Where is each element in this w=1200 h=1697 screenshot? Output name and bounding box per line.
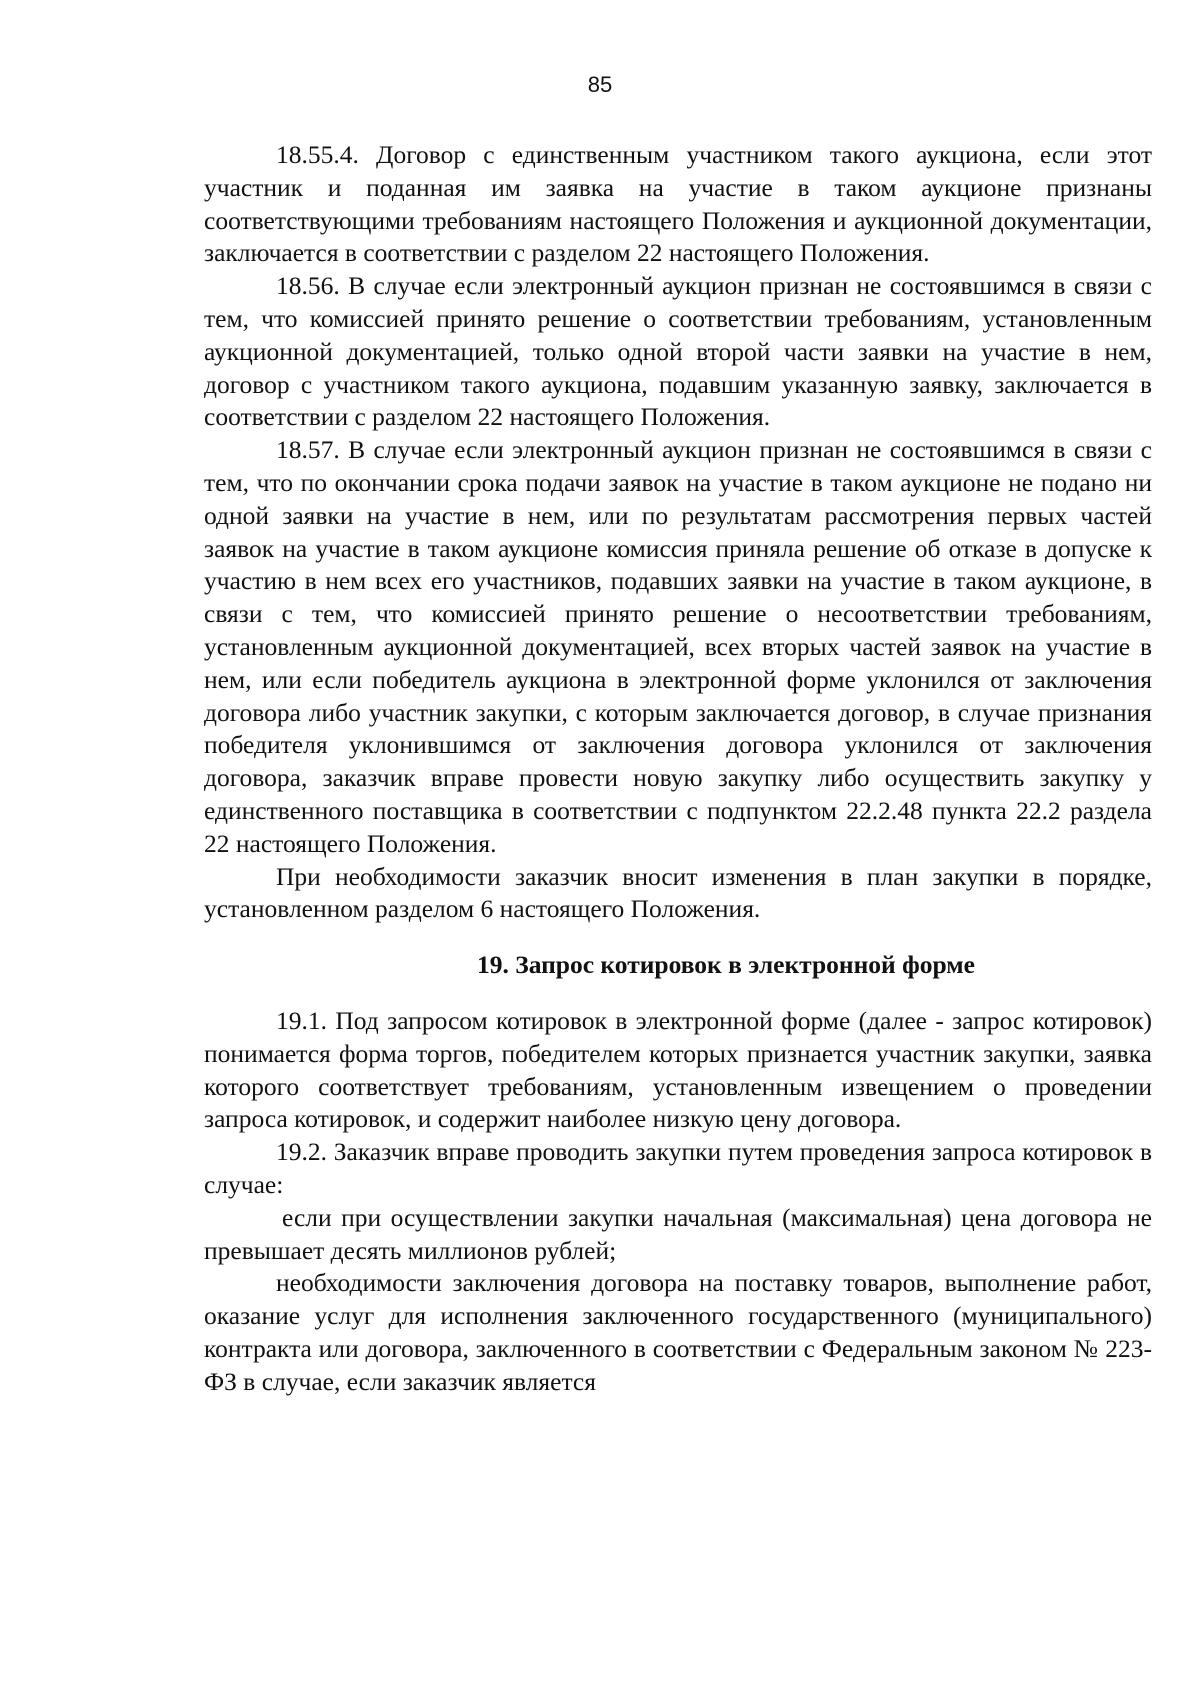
paragraph-19-1: 19.1. Под запросом котировок в электронной форме (далее - запрос котировок) понимается форма торгов, победителем которых признается участник закупки, заявка которого соответствует требованиям, установленным извещением о проведении запроса котировок, и содержит наиболее низкую цену договора. bbox=[204, 1005, 1152, 1134]
paragraph-contract-necessity: необходимости заключения договора на поставку товаров, выполнение работ, оказание услуг для исполнения заключенного государственного (муниципального) контракта или договора, заключенного в соответствии с Федеральным законом № 223-ФЗ в случае, если заказчик является bbox=[204, 1268, 1152, 1396]
paragraph-18-55-4: 18.55.4. Договор с единственным участником такого аукциона, если этот участник и поданная им заявка на участие в таком аукционе признаны соответствующими требованиям настоящего Положения и аукционной документации, заключается в соответствии с разделом 22 настоящего Положения. bbox=[204, 140, 1152, 268]
paragraph-18-56: 18.56. В случае если электронный аукцион признан не состоявшимся в связи с тем, что комиссией принято решение о соответствии требованиям, установленным аукционной документацией, только одной второй части заявки на участие в нем, договор с участником такого аукциона, подавшим указанную заявку, заключается в соответствии с разделом 22 настоящего Положения. bbox=[204, 271, 1152, 432]
paragraph-19-2: 19.2. Заказчик вправе проводить закупки путем проведения запроса котировок в случае: bbox=[204, 1137, 1152, 1199]
document-body bbox=[204, 139, 1152, 1398]
paragraph-plan-change: При необходимости заказчик вносит изменения в план закупки в порядке, установленном разделом 6 настоящего Положения. bbox=[204, 861, 1152, 924]
paragraph-price-limit: если при осуществлении закупки начальная (максимальная) цена договора не превышает десять миллионов рублей; bbox=[204, 1202, 1152, 1265]
page-number: 85 bbox=[587, 72, 613, 97]
paragraph-18-57: 18.57. В случае если электронный аукцион признан не состоявшимся в связи с тем, что по окончании срока подачи заявок на участие в таком аукционе не подано ни одной заявки на участие в нем, или по результатам рассмотрения первых частей заявок на участие в таком аукционе комиссия приняла решение об отказе в допуске к участию в нем всех его участников, подавших заявки на участие в таком аукционе, в связи с тем, что комиссией принято решение о несоответствии требованиям, установленным аукционной документацией, всех вторых частей заявок на участие в нем, или если победитель аукциона в электронной форме уклонился от заключения договора либо участник закупки, с которым заключается договор, в случае признания победителя уклонившимся от заключения договора уклонился от заключения договора, заказчик вправе провести новую закупку либо осуществить закупку у единственного поставщика в соответствии с подпунктом 22.2.48 пункта 22.2 раздела 22 настоящего Положения. bbox=[204, 435, 1152, 858]
section-heading-19: 19. Запрос котировок в электронной форме bbox=[476, 950, 975, 980]
